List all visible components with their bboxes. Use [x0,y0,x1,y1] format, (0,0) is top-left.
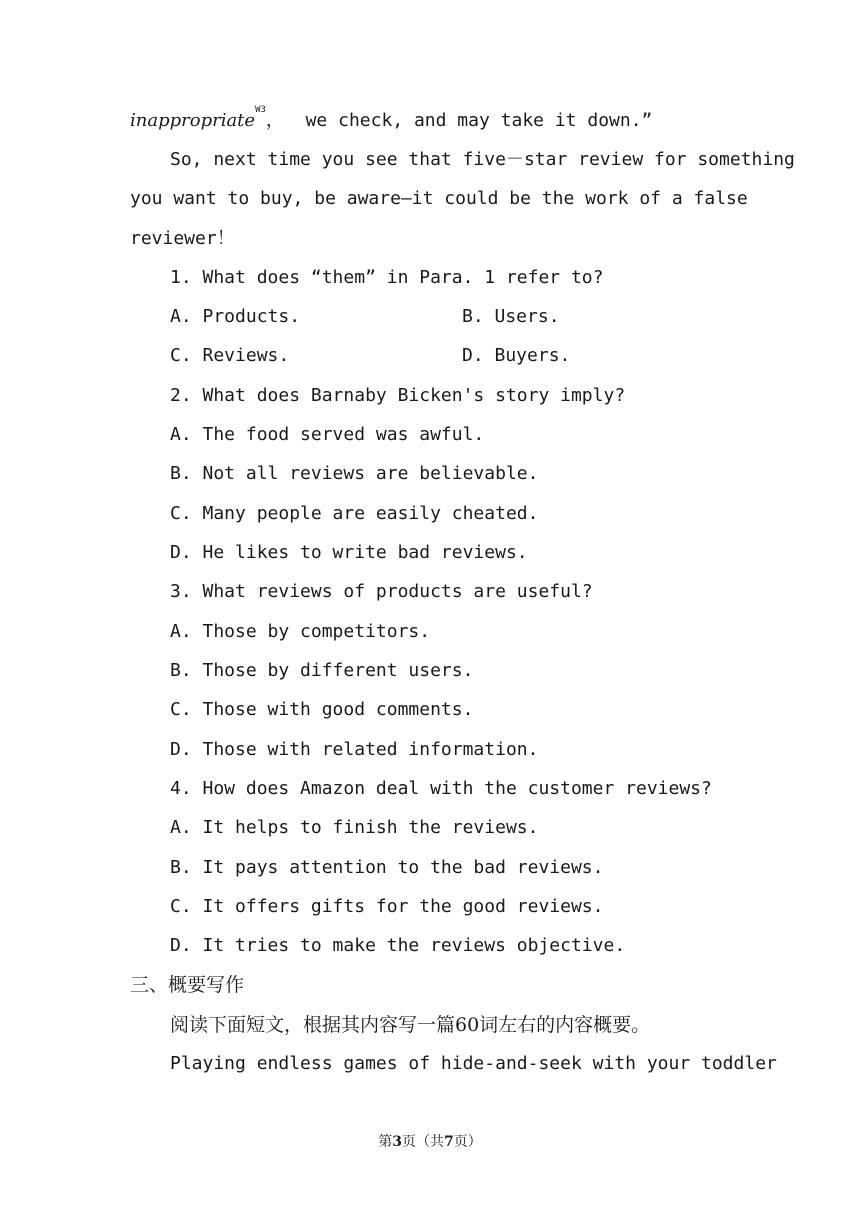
question-option: A. It helps to finish the reviews. [170,817,539,838]
italic-word: inappropriate [130,110,256,131]
passage-line: you want to buy, be aware—it could be the work of a false [130,188,748,209]
question-option: B. Those by different users. [170,660,474,681]
passage-line: Playing endless games of hide-and-seek with your toddler [170,1053,777,1074]
page-footer [0,1131,860,1151]
footer-suffix: 页） [453,1134,482,1150]
question-option: B. Users. [462,306,560,327]
question-option: B. It pays attention to the bad reviews. [170,857,604,878]
question-option: A. Those by competitors. [170,621,431,642]
section-instruction: 阅读下面短文，根据其内容写一篇60词左右的内容概要。 [170,1014,651,1036]
question-option: A. Products. [170,306,301,327]
question-option: B. Not all reviews are believable. [170,463,539,484]
question-option: A. The food served was awful. [170,424,485,445]
question-stem: 1. What does “them” in Para. 1 refer to? [170,267,604,288]
question-option: C. Those with good comments. [170,699,474,720]
footer-prefix: 第 [378,1134,393,1150]
question-option: D. Buyers. [462,345,571,366]
question-option: C. Many people are easily cheated. [170,503,539,524]
passage-line [130,105,653,136]
question-stem: 3. What reviews of products are useful? [170,581,593,602]
question-option: D. Those with related information. [170,739,539,760]
page-total: 7 [444,1134,454,1150]
passage-line: So, next time you see that five－star review for something [170,149,795,170]
section-heading: 三、概要写作 [130,974,245,996]
question-stem: 4. How does Amazon deal with the customer reviews? [170,778,712,799]
page-number: 3 [392,1134,402,1150]
passage-line: reviewer！ [130,228,235,249]
word-level-marker: W3 [255,105,266,115]
footer-middle: 页（共 [402,1134,444,1150]
question-option: D. It tries to make the reviews objective. [170,935,626,956]
question-option: D. He likes to write bad reviews. [170,542,528,563]
passage-text: ， we check, and may take it down.” [265,110,653,131]
question-option: C. It offers gifts for the good reviews. [170,896,604,917]
question-stem: 2. What does Barnaby Bicken's story imply? [170,385,626,406]
question-option: C. Reviews. [170,345,290,366]
